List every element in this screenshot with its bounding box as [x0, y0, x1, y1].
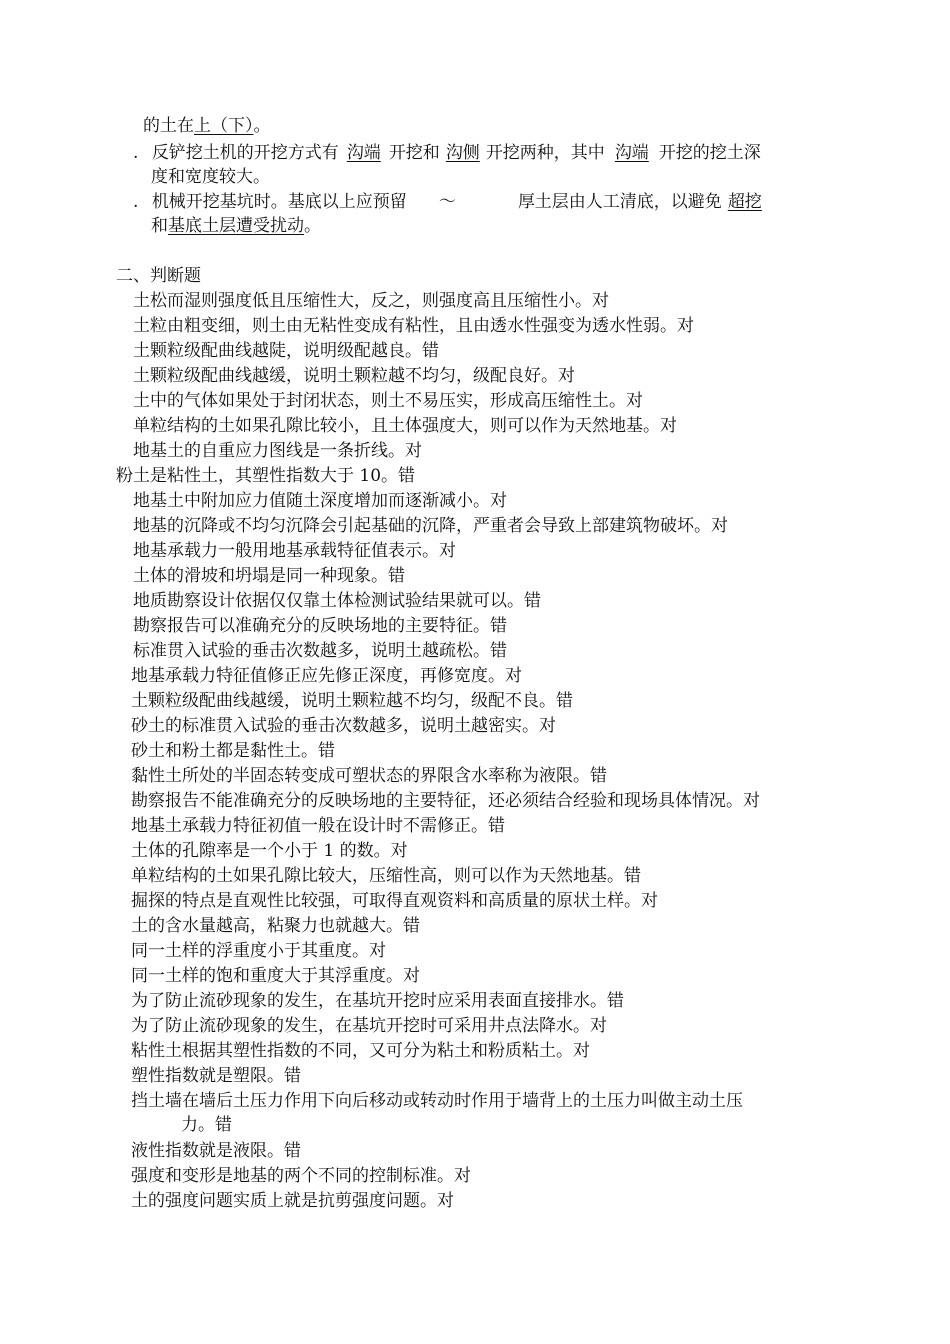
judgment-item: 土颗粒级配曲线越缓，说明土颗粒越不均匀，级配不良。错	[131, 691, 573, 711]
judgment-item: 地基土的自重应力图线是一条折线。对	[133, 441, 422, 461]
judgment-item: 黏性土所处的半固态转变成可塑状态的界限含水率称为液限。错	[131, 766, 607, 786]
section-heading: 二、判断题	[116, 266, 201, 286]
judgment-item: 液性指数就是液限。错	[131, 1141, 301, 1161]
judgment-item: 挡土墙在墙后土压力作用下向后移动或转动时作用于墙背上的土压力叫做主动土压	[131, 1091, 743, 1111]
judgment-item: 掘探的特点是直观性比较强，可取得直观资料和高质量的原状土样。对	[131, 891, 658, 911]
fill-in-text: 开挖两种，其中	[485, 143, 605, 163]
judgment-item: 土中的气体如果处于封闭状态，则土不易压实，形成高压缩性土。对	[133, 391, 643, 411]
judgment-item: 土体的滑坡和坍塌是同一种现象。错	[133, 566, 405, 586]
judgment-item-continuation: 力。错	[181, 1115, 232, 1135]
fill-in-answer: 沟端	[346, 143, 381, 163]
judgment-item: 同一土样的浮重度小于其重度。对	[131, 941, 386, 961]
judgment-item: 土颗粒级配曲线越陡，说明级配越良。错	[133, 341, 439, 361]
fill-in-answer: 超挖	[727, 192, 762, 212]
judgment-item: 粘性土根据其塑性指数的不同，又可分为粘土和粉质粘土。对	[131, 1041, 590, 1061]
judgment-item: 地基土承载力特征初值一般在设计时不需修正。错	[131, 816, 505, 836]
fill-in-text: 。	[304, 216, 321, 236]
judgment-item: 地基承载力特征值修正应先修正深度，再修宽度。对	[131, 666, 522, 686]
question-marker: .	[133, 143, 139, 163]
judgment-item: 强度和变形是地基的两个不同的控制标准。对	[131, 1166, 471, 1186]
tilde-symbol: ～	[438, 192, 456, 212]
fill-in-question-excavator-cont	[151, 165, 270, 189]
judgment-item: 为了防止流砂现象的发生，在基坑开挖时应采用表面直接排水。错	[131, 991, 624, 1011]
judgment-item: 砂土的标准贯入试验的垂击次数越多，说明土越密实。对	[131, 716, 556, 736]
judgment-item: 勘察报告不能准确充分的反映场地的主要特征，还必须结合经验和现场具体情况。对	[131, 791, 760, 811]
judgment-item: 土颗粒级配曲线越缓，说明土颗粒越不均匀，级配良好。对	[133, 366, 575, 386]
judgment-item: 标准贯入试验的垂击次数越多，说明土越疏松。错	[133, 641, 507, 661]
judgment-item: 土体的孔隙率是一个小于 1 的数。对	[131, 841, 408, 861]
judgment-item: 地基土中附加应力值随土深度增加而逐渐减小。对	[133, 491, 507, 511]
fill-in-text: 。	[253, 116, 271, 136]
fill-in-text: 度和宽度较大。	[151, 167, 270, 187]
judgment-item: 地质勘察设计依据仅仅靠土体检测试验结果就可以。错	[133, 591, 541, 611]
judgment-item: 粉土是粘性土，其塑性指数大于 10。错	[116, 466, 416, 486]
fill-in-question-pit	[133, 190, 762, 214]
fill-in-text: 反铲挖土机的开挖方式有	[151, 143, 339, 163]
judgment-item: 为了防止流砂现象的发生，在基坑开挖时可采用井点法降水。对	[131, 1016, 607, 1036]
judgment-item: 单粒结构的土如果孔隙比较小，且土体强度大，则可以作为天然地基。对	[133, 416, 677, 436]
judgment-item: 土的强度问题实质上就是抗剪强度问题。对	[131, 1191, 454, 1211]
judgment-item: 土粒由粗变细，则土由无粘性变成有粘性，且由透水性强变为透水性弱。对	[133, 316, 694, 336]
fill-in-question-pit-cont	[151, 214, 321, 238]
judgment-item: 塑性指数就是塑限。错	[131, 1066, 301, 1086]
fill-in-answer: 上（下）	[194, 116, 254, 136]
fill-in-text: 厚土层由人工清底，以避免	[517, 192, 722, 212]
judgment-item: 砂土和粉土都是黏性土。错	[131, 741, 335, 761]
judgment-item: 土松而湿则强度低且压缩性大，反之，则强度高且压缩性小。对	[133, 291, 609, 311]
fill-in-text: 开挖和	[388, 143, 440, 163]
judgment-item: 单粒结构的土如果孔隙比较大，压缩性高，则可以作为天然地基。错	[131, 866, 641, 886]
fill-in-answer: 沟端	[614, 143, 649, 163]
fill-in-answer: 基底土层遭受扰动	[168, 216, 304, 236]
judgment-item: 勘察报告可以准确充分的反映场地的主要特征。错	[133, 616, 507, 636]
fill-in-text: 和	[151, 216, 168, 236]
fill-in-text: 开挖的挖土深	[658, 143, 761, 163]
fill-in-question-excavator	[133, 141, 761, 165]
judgment-item: 同一土样的饱和重度大于其浮重度。对	[131, 966, 420, 986]
judgment-item: 土的含水量越高，粘聚力也就越大。错	[131, 916, 420, 936]
judgment-item: 地基承载力一般用地基承载特征值表示。对	[133, 541, 456, 561]
fill-in-line-continuation	[143, 114, 271, 138]
fill-in-text: 机械开挖基坑时。基底以上应预留	[151, 192, 407, 212]
fill-in-text: 的土在	[143, 116, 194, 136]
fill-in-answer: 沟侧	[445, 143, 480, 163]
question-marker: .	[133, 192, 139, 212]
judgment-item: 地基的沉降或不均匀沉降会引起基础的沉降，严重者会导致上部建筑物破坏。对	[133, 516, 728, 536]
